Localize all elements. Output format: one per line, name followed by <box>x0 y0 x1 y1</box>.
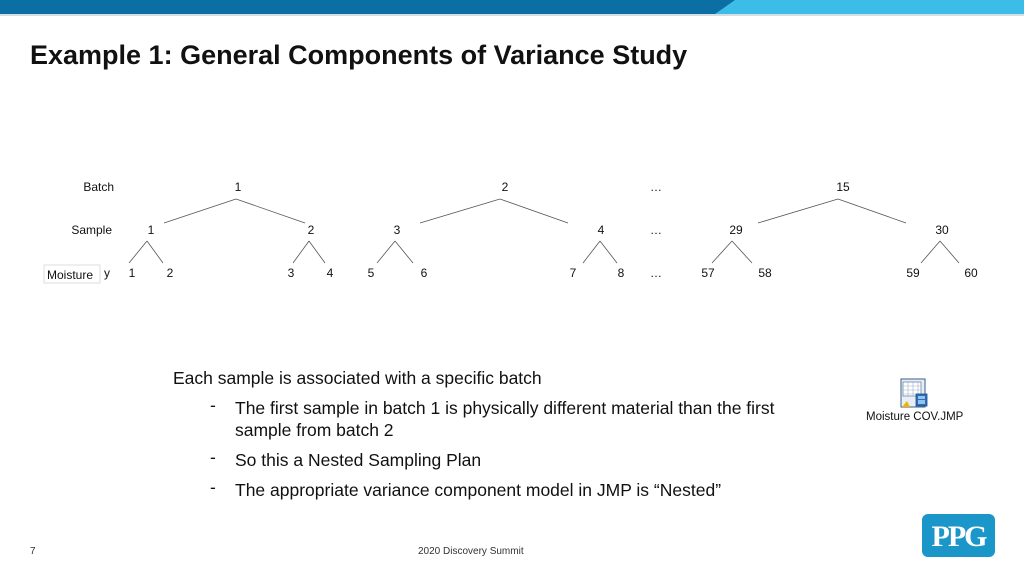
branch-line <box>147 241 163 263</box>
sample-node: 3 <box>393 223 401 237</box>
bullet-dash: - <box>210 447 216 467</box>
measurement-node: 57 <box>701 266 715 280</box>
batch-branches <box>164 199 906 223</box>
bullet-text: So this a Nested Sampling Plan <box>235 450 482 470</box>
nested-sampling-diagram <box>0 170 1024 300</box>
branch-line <box>921 241 940 263</box>
bullet-dash: - <box>210 477 216 497</box>
branch-line <box>309 241 325 263</box>
batch-node: 15 <box>836 180 850 194</box>
sample-branches <box>129 241 959 263</box>
level-label-moisture-clipped: y <box>104 266 110 280</box>
page-title: Example 1: General Components of Variance Study <box>30 40 688 70</box>
branch-line <box>236 199 305 223</box>
footer-event: 2020 Discovery Summit <box>418 546 524 557</box>
branch-line <box>940 241 959 263</box>
measurement-node: 6 <box>420 266 428 280</box>
branch-line <box>395 241 413 263</box>
branch-line <box>164 199 236 223</box>
bullet-item <box>173 479 813 501</box>
bullet-text: The first sample in batch 1 is physically different material than the first sample from batch 2 <box>235 398 775 440</box>
branch-line <box>293 241 309 263</box>
sample-node: 1 <box>147 223 155 237</box>
bullet-dash: - <box>210 395 216 415</box>
bullet-item <box>173 397 813 441</box>
batch-node: 2 <box>501 180 509 194</box>
bullet-list <box>173 397 813 501</box>
branch-line <box>600 241 617 263</box>
branch-line <box>420 199 500 223</box>
top-banner <box>0 0 1024 18</box>
sample-node: 2 <box>307 223 315 237</box>
slide-body <box>173 367 813 509</box>
branch-line <box>712 241 732 263</box>
measurement-node: 5 <box>367 266 375 280</box>
measurement-ellipsis: … <box>650 266 662 280</box>
level-label-sample: Sample <box>71 223 112 237</box>
sample-ellipsis: … <box>650 223 662 237</box>
branch-line <box>583 241 600 263</box>
branch-line <box>129 241 147 263</box>
sample-node: 29 <box>729 223 743 237</box>
branch-line <box>838 199 906 223</box>
measurement-node: 58 <box>758 266 772 280</box>
measurement-node: 4 <box>326 266 334 280</box>
bullet-text: The appropriate variance component model in JMP is “Nested” <box>235 480 722 500</box>
jmp-file-icon[interactable] <box>898 377 930 409</box>
measurement-node: 60 <box>964 266 978 280</box>
branch-line <box>732 241 752 263</box>
level-label-batch: Batch <box>83 180 114 194</box>
sample-node: 30 <box>935 223 949 237</box>
branch-line <box>758 199 838 223</box>
batch-ellipsis: … <box>650 180 662 194</box>
jmp-file-label[interactable]: Moisture COV.JMP <box>866 411 964 423</box>
bullet-item <box>173 449 813 471</box>
measurement-node: 8 <box>617 266 625 280</box>
measurement-node: 2 <box>166 266 174 280</box>
level-label-moisture: Moisture <box>47 268 94 282</box>
branch-line <box>500 199 568 223</box>
measurement-node: 7 <box>569 266 577 280</box>
lead-text: Each sample is associated with a specific batch <box>173 368 542 388</box>
batch-node: 1 <box>234 180 242 194</box>
sample-node: 4 <box>597 223 605 237</box>
page-number: 7 <box>30 546 36 557</box>
measurement-node: 1 <box>128 266 136 280</box>
measurement-node: 3 <box>287 266 295 280</box>
branch-line <box>377 241 395 263</box>
measurement-node: 59 <box>906 266 920 280</box>
ppg-logo <box>922 514 995 557</box>
svg-text:PPG: PPG <box>931 520 986 553</box>
